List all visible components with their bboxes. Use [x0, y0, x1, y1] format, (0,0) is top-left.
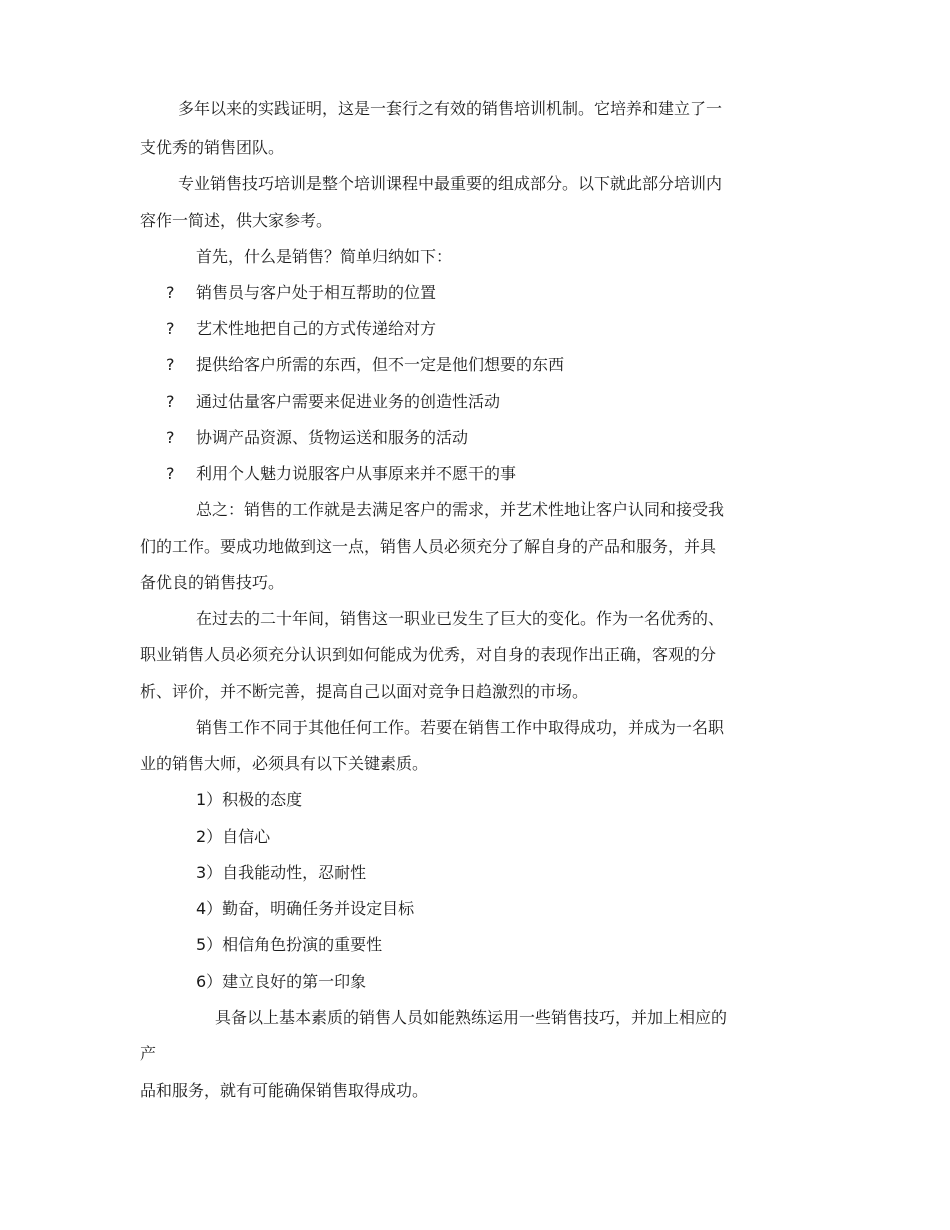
bullet-item: 艺术性地把自己的方式传递给对方: [196, 319, 437, 338]
bullet-mark: ?: [166, 392, 175, 411]
p1-line2: 支优秀的销售团队。: [140, 138, 285, 157]
bullet-mark: ?: [166, 319, 175, 338]
bullet-item: 销售员与客户处于相互帮助的位置: [196, 283, 437, 302]
p7-line2: 产: [140, 1044, 157, 1063]
p7-line1: 具备以上基本素质的销售人员如能熟练运用一些销售技巧，并加上相应的: [215, 1008, 728, 1027]
p5-line3: 析、评价，并不断完善，提高自己以面对竞争日趋激烈的市场。: [140, 682, 589, 701]
bullet-mark: ?: [166, 283, 175, 302]
p2-line2: 容作一简述，供大家参考。: [140, 211, 333, 230]
quality-item: 4）勤奋，明确任务并设定目标: [196, 899, 415, 918]
bullet-item: 提供给客户所需的东西，但不一定是他们想要的东西: [196, 355, 565, 374]
bullet-item: 协调产品资源、货物运送和服务的活动: [196, 428, 469, 447]
p4-line2: 们的工作。要成功地做到这一点，销售人员必须充分了解自身的产品和服务，并具: [140, 537, 717, 556]
p5-line2: 职业销售人员必须充分认识到如何能成为优秀，对自身的表现作出正确，客观的分: [140, 645, 717, 664]
bullet-mark: ?: [166, 428, 175, 447]
p1-line1: 多年以来的实践证明，这是一套行之有效的销售培训机制。它培养和建立了一: [178, 99, 723, 118]
p2-line1: 专业销售技巧培训是整个培训课程中最重要的组成部分。以下就此部分培训内: [178, 174, 723, 193]
quality-item: 1）积极的态度: [196, 790, 303, 809]
p3-line1: 首先，什么是销售？简单归纳如下：: [196, 247, 453, 266]
quality-item: 3）自我能动性，忍耐性: [196, 863, 367, 882]
bullet-item: 通过估量客户需要来促进业务的创造性活动: [196, 392, 501, 411]
p6-line1: 销售工作不同于其他任何工作。若要在销售工作中取得成功，并成为一名职: [196, 718, 725, 737]
p4-line1: 总之：销售的工作就是去满足客户的需求，并艺术性地让客户认同和接受我: [196, 500, 725, 519]
bullet-mark: ?: [166, 355, 175, 374]
p4-line3: 备优良的销售技巧。: [140, 573, 285, 592]
quality-item: 5）相信角色扮演的重要性: [196, 935, 383, 954]
p7-line3: 品和服务，就有可能确保销售取得成功。: [140, 1081, 429, 1100]
bullet-mark: ?: [166, 464, 175, 483]
quality-item: 2）自信心: [196, 827, 271, 846]
quality-item: 6）建立良好的第一印象: [196, 972, 367, 991]
p5-line1: 在过去的二十年间，销售这一职业已发生了巨大的变化。作为一名优秀的、: [196, 609, 725, 628]
p6-line2: 业的销售大师，必须具有以下关键素质。: [140, 754, 429, 773]
bullet-item: 利用个人魅力说服客户从事原来并不愿干的事: [196, 464, 517, 483]
